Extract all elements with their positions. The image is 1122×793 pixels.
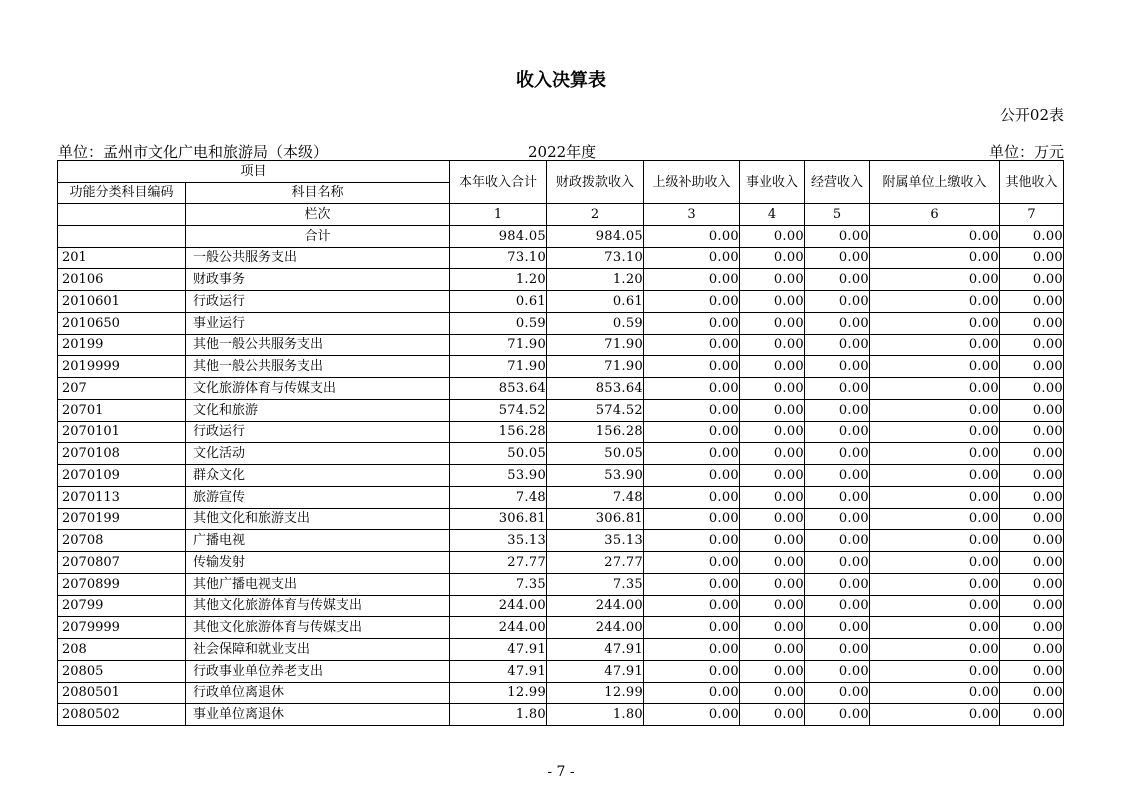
amount-cell: 0.00	[805, 704, 870, 726]
table-row	[58, 334, 1064, 356]
subject-name: 其他一般公共服务支出	[186, 334, 450, 356]
subject-code: 2079999	[58, 617, 186, 639]
amount-cell: 0.61	[450, 291, 547, 313]
amount-cell: 0.00	[870, 508, 1000, 530]
column-number-row	[58, 204, 1064, 226]
amount-cell: 0.00	[805, 508, 870, 530]
amount-cell: 0.00	[805, 269, 870, 291]
amount-cell: 0.00	[740, 682, 805, 704]
amount-cell: 0.00	[644, 552, 740, 574]
subject-code: 2070108	[58, 443, 186, 465]
form-number: 公开02表	[999, 106, 1064, 124]
subject-code: 20106	[58, 269, 186, 291]
amount-cell: 574.52	[450, 399, 547, 421]
amount-cell: 0.00	[870, 660, 1000, 682]
col-number: 5	[805, 204, 870, 226]
row-label: 栏次	[186, 204, 450, 226]
amount-cell: 0.00	[870, 312, 1000, 334]
amount-cell: 35.13	[547, 530, 644, 552]
amount-cell: 0.00	[644, 291, 740, 313]
amount-cell: 0.00	[1000, 552, 1064, 574]
table-row	[58, 508, 1064, 530]
amount-cell: 0.00	[644, 573, 740, 595]
subject-name: 文化和旅游	[186, 399, 450, 421]
amount-cell: 853.64	[450, 378, 547, 400]
total-value: 984.05	[450, 225, 547, 247]
amount-cell: 0.00	[805, 486, 870, 508]
amount-cell: 0.00	[870, 247, 1000, 269]
amount-cell: 0.00	[1000, 682, 1064, 704]
subject-code: 2010601	[58, 291, 186, 313]
amount-cell: 7.35	[547, 573, 644, 595]
amount-cell: 0.00	[1000, 508, 1064, 530]
amount-cell: 0.00	[805, 552, 870, 574]
amount-cell: 71.90	[450, 334, 547, 356]
table-row	[58, 552, 1064, 574]
amount-cell: 0.00	[1000, 660, 1064, 682]
header-col-business-income: 事业收入	[740, 161, 805, 204]
amount-cell: 0.00	[644, 378, 740, 400]
subject-name: 行政运行	[186, 291, 450, 313]
total-value: 0.00	[644, 225, 740, 247]
amount-cell: 0.00	[1000, 334, 1064, 356]
amount-cell: 71.90	[547, 356, 644, 378]
money-unit: 单位：万元	[988, 143, 1064, 161]
page-number: - 7 -	[547, 764, 575, 780]
subject-code: 201	[58, 247, 186, 269]
amount-cell: 0.00	[805, 247, 870, 269]
amount-cell: 0.00	[644, 486, 740, 508]
header-col-other-income: 其他收入	[1000, 161, 1064, 204]
amount-cell: 1.80	[547, 704, 644, 726]
amount-cell: 0.00	[644, 399, 740, 421]
subject-code: 2019999	[58, 356, 186, 378]
amount-cell: 73.10	[547, 247, 644, 269]
amount-cell: 7.48	[450, 486, 547, 508]
amount-cell: 0.00	[1000, 356, 1064, 378]
amount-cell: 0.00	[870, 704, 1000, 726]
amount-cell: 0.00	[805, 291, 870, 313]
amount-cell: 244.00	[547, 595, 644, 617]
amount-cell: 53.90	[547, 465, 644, 487]
amount-cell: 35.13	[450, 530, 547, 552]
amount-cell: 156.28	[450, 421, 547, 443]
amount-cell: 1.20	[450, 269, 547, 291]
amount-cell: 0.00	[805, 595, 870, 617]
subject-code: 207	[58, 378, 186, 400]
amount-cell: 0.00	[870, 617, 1000, 639]
amount-cell: 0.00	[1000, 399, 1064, 421]
amount-cell: 12.99	[450, 682, 547, 704]
table-row	[58, 443, 1064, 465]
subject-name: 其他一般公共服务支出	[186, 356, 450, 378]
header-col-affiliated-units: 附属单位上缴收入	[870, 161, 1000, 204]
amount-cell: 0.00	[805, 312, 870, 334]
amount-cell: 0.00	[870, 552, 1000, 574]
amount-cell: 0.00	[740, 399, 805, 421]
table-row	[58, 247, 1064, 269]
amount-cell: 0.00	[870, 573, 1000, 595]
amount-cell: 0.00	[870, 682, 1000, 704]
subject-code: 2070109	[58, 465, 186, 487]
amount-cell: 7.35	[450, 573, 547, 595]
amount-cell: 0.00	[805, 639, 870, 661]
amount-cell: 0.00	[1000, 269, 1064, 291]
amount-cell: 0.00	[740, 660, 805, 682]
amount-cell: 156.28	[547, 421, 644, 443]
amount-cell: 0.00	[644, 465, 740, 487]
header-col-superior-subsidy: 上级补助收入	[644, 161, 740, 204]
amount-cell: 0.00	[870, 378, 1000, 400]
col-number: 6	[870, 204, 1000, 226]
amount-cell: 0.00	[870, 334, 1000, 356]
amount-cell: 47.91	[547, 639, 644, 661]
amount-cell: 0.00	[740, 291, 805, 313]
amount-cell: 0.00	[740, 508, 805, 530]
amount-cell: 0.00	[644, 334, 740, 356]
subject-name: 一般公共服务支出	[186, 247, 450, 269]
subject-code: 2010650	[58, 312, 186, 334]
amount-cell: 0.00	[1000, 639, 1064, 661]
table-row	[58, 421, 1064, 443]
amount-cell: 0.00	[870, 530, 1000, 552]
unit-name: 单位：孟州市文化广电和旅游局（本级）	[58, 143, 329, 161]
amount-cell: 0.00	[805, 660, 870, 682]
amount-cell: 0.00	[1000, 247, 1064, 269]
table-row	[58, 660, 1064, 682]
table-row	[58, 486, 1064, 508]
amount-cell: 0.00	[644, 269, 740, 291]
subject-name: 行政单位离退休	[186, 682, 450, 704]
amount-cell: 0.00	[870, 421, 1000, 443]
subject-name: 文化旅游体育与传媒支出	[186, 378, 450, 400]
subject-code: 2070899	[58, 573, 186, 595]
amount-cell: 0.59	[450, 312, 547, 334]
subject-code: 20799	[58, 595, 186, 617]
amount-cell: 0.00	[740, 552, 805, 574]
amount-cell: 0.00	[1000, 291, 1064, 313]
total-value: 0.00	[805, 225, 870, 247]
amount-cell: 0.00	[740, 334, 805, 356]
amount-cell: 0.00	[740, 617, 805, 639]
amount-cell: 0.00	[1000, 530, 1064, 552]
amount-cell: 1.20	[547, 269, 644, 291]
amount-cell: 0.00	[870, 465, 1000, 487]
amount-cell: 0.00	[740, 421, 805, 443]
subject-code: 20701	[58, 399, 186, 421]
amount-cell: 0.00	[805, 356, 870, 378]
amount-cell: 244.00	[450, 595, 547, 617]
col-number: 7	[1000, 204, 1064, 226]
amount-cell: 53.90	[450, 465, 547, 487]
subject-name: 其他文化和旅游支出	[186, 508, 450, 530]
amount-cell: 0.00	[644, 639, 740, 661]
table-row	[58, 399, 1064, 421]
amount-cell: 0.00	[1000, 704, 1064, 726]
amount-cell: 0.00	[805, 421, 870, 443]
fiscal-year: 2022年度	[528, 143, 597, 161]
amount-cell: 0.00	[644, 312, 740, 334]
table-row	[58, 595, 1064, 617]
amount-cell: 50.05	[547, 443, 644, 465]
amount-cell: 0.00	[740, 573, 805, 595]
table-row	[58, 465, 1064, 487]
total-value: 0.00	[740, 225, 805, 247]
table-row	[58, 617, 1064, 639]
amount-cell: 0.00	[644, 682, 740, 704]
amount-cell: 0.00	[740, 247, 805, 269]
amount-cell: 0.00	[1000, 312, 1064, 334]
amount-cell: 47.91	[450, 660, 547, 682]
amount-cell: 0.00	[870, 443, 1000, 465]
total-label: 合计	[186, 225, 450, 247]
header-project: 项目	[58, 161, 450, 183]
table-row	[58, 356, 1064, 378]
col-number: 4	[740, 204, 805, 226]
amount-cell: 0.00	[805, 334, 870, 356]
table-row	[58, 530, 1064, 552]
amount-cell: 73.10	[450, 247, 547, 269]
amount-cell: 0.00	[644, 247, 740, 269]
empty-cell	[58, 225, 186, 247]
total-row	[58, 225, 1064, 247]
amount-cell: 0.00	[644, 704, 740, 726]
header-subject-name: 科目名称	[186, 182, 450, 204]
subject-code: 2080502	[58, 704, 186, 726]
amount-cell: 0.00	[740, 443, 805, 465]
table-row	[58, 573, 1064, 595]
amount-cell: 0.00	[740, 312, 805, 334]
subject-code: 2070101	[58, 421, 186, 443]
amount-cell: 27.77	[547, 552, 644, 574]
subject-name: 群众文化	[186, 465, 450, 487]
subject-name: 行政运行	[186, 421, 450, 443]
amount-cell: 0.00	[805, 530, 870, 552]
subject-name: 事业运行	[186, 312, 450, 334]
amount-cell: 0.00	[870, 291, 1000, 313]
amount-cell: 0.00	[740, 704, 805, 726]
subject-code: 20708	[58, 530, 186, 552]
col-number: 2	[547, 204, 644, 226]
amount-cell: 0.00	[870, 595, 1000, 617]
amount-cell: 0.00	[644, 443, 740, 465]
subject-name: 事业单位离退休	[186, 704, 450, 726]
amount-cell: 0.00	[870, 356, 1000, 378]
amount-cell: 853.64	[547, 378, 644, 400]
amount-cell: 0.00	[1000, 617, 1064, 639]
subject-name: 其他广播电视支出	[186, 573, 450, 595]
total-value: 0.00	[870, 225, 1000, 247]
amount-cell: 0.00	[740, 530, 805, 552]
amount-cell: 0.00	[805, 682, 870, 704]
subject-name: 行政事业单位养老支出	[186, 660, 450, 682]
amount-cell: 244.00	[547, 617, 644, 639]
amount-cell: 0.00	[870, 399, 1000, 421]
col-number: 1	[450, 204, 547, 226]
header-col-operating-income: 经营收入	[805, 161, 870, 204]
amount-cell: 306.81	[450, 508, 547, 530]
amount-cell: 0.00	[870, 486, 1000, 508]
total-value: 0.00	[1000, 225, 1064, 247]
amount-cell: 0.00	[805, 573, 870, 595]
amount-cell: 0.00	[1000, 595, 1064, 617]
amount-cell: 0.00	[740, 269, 805, 291]
amount-cell: 0.00	[1000, 443, 1064, 465]
subject-name: 财政事务	[186, 269, 450, 291]
amount-cell: 27.77	[450, 552, 547, 574]
header-row	[58, 161, 1064, 183]
amount-cell: 244.00	[450, 617, 547, 639]
amount-cell: 12.99	[547, 682, 644, 704]
amount-cell: 0.00	[1000, 378, 1064, 400]
header-col-fiscal-appropriation: 财政拨款收入	[547, 161, 644, 204]
amount-cell: 0.00	[644, 595, 740, 617]
amount-cell: 0.00	[740, 639, 805, 661]
table-row	[58, 269, 1064, 291]
table-row	[58, 639, 1064, 661]
amount-cell: 1.80	[450, 704, 547, 726]
amount-cell: 0.00	[644, 660, 740, 682]
subject-code: 20199	[58, 334, 186, 356]
amount-cell: 0.00	[644, 421, 740, 443]
income-final-accounts-table	[57, 160, 1064, 726]
amount-cell: 0.00	[1000, 465, 1064, 487]
amount-cell: 306.81	[547, 508, 644, 530]
col-number: 3	[644, 204, 740, 226]
amount-cell: 0.61	[547, 291, 644, 313]
subject-name: 旅游宣传	[186, 486, 450, 508]
amount-cell: 0.00	[740, 356, 805, 378]
subject-name: 社会保障和就业支出	[186, 639, 450, 661]
table-row	[58, 682, 1064, 704]
subject-name: 传输发射	[186, 552, 450, 574]
amount-cell: 0.59	[547, 312, 644, 334]
subject-name: 文化活动	[186, 443, 450, 465]
subject-name: 其他文化旅游体育与传媒支出	[186, 617, 450, 639]
total-value: 984.05	[547, 225, 644, 247]
amount-cell: 0.00	[644, 356, 740, 378]
amount-cell: 0.00	[805, 465, 870, 487]
table-row	[58, 291, 1064, 313]
amount-cell: 0.00	[1000, 573, 1064, 595]
amount-cell: 0.00	[644, 530, 740, 552]
amount-cell: 0.00	[740, 465, 805, 487]
subject-code: 2070807	[58, 552, 186, 574]
amount-cell: 7.48	[547, 486, 644, 508]
table-body	[58, 225, 1064, 725]
header-col-total-income: 本年收入合计	[450, 161, 547, 204]
amount-cell: 0.00	[805, 617, 870, 639]
amount-cell: 0.00	[644, 508, 740, 530]
amount-cell: 0.00	[644, 617, 740, 639]
amount-cell: 0.00	[805, 399, 870, 421]
amount-cell: 71.90	[547, 334, 644, 356]
amount-cell: 0.00	[740, 595, 805, 617]
amount-cell: 0.00	[870, 639, 1000, 661]
page-title: 收入决算表	[516, 70, 606, 91]
amount-cell: 71.90	[450, 356, 547, 378]
amount-cell: 0.00	[740, 486, 805, 508]
amount-cell: 574.52	[547, 399, 644, 421]
header-code: 功能分类科目编码	[58, 182, 186, 204]
amount-cell: 0.00	[1000, 421, 1064, 443]
subject-name: 广播电视	[186, 530, 450, 552]
empty-cell	[58, 204, 186, 226]
amount-cell: 50.05	[450, 443, 547, 465]
table-row	[58, 312, 1064, 334]
table-row	[58, 704, 1064, 726]
subject-code: 20805	[58, 660, 186, 682]
subject-code: 208	[58, 639, 186, 661]
subject-code: 2070199	[58, 508, 186, 530]
subject-name: 其他文化旅游体育与传媒支出	[186, 595, 450, 617]
amount-cell: 47.91	[450, 639, 547, 661]
table-row	[58, 378, 1064, 400]
amount-cell: 0.00	[805, 443, 870, 465]
amount-cell: 0.00	[805, 378, 870, 400]
amount-cell: 0.00	[870, 269, 1000, 291]
subject-code: 2070113	[58, 486, 186, 508]
amount-cell: 0.00	[740, 378, 805, 400]
amount-cell: 47.91	[547, 660, 644, 682]
amount-cell: 0.00	[1000, 486, 1064, 508]
subject-code: 2080501	[58, 682, 186, 704]
